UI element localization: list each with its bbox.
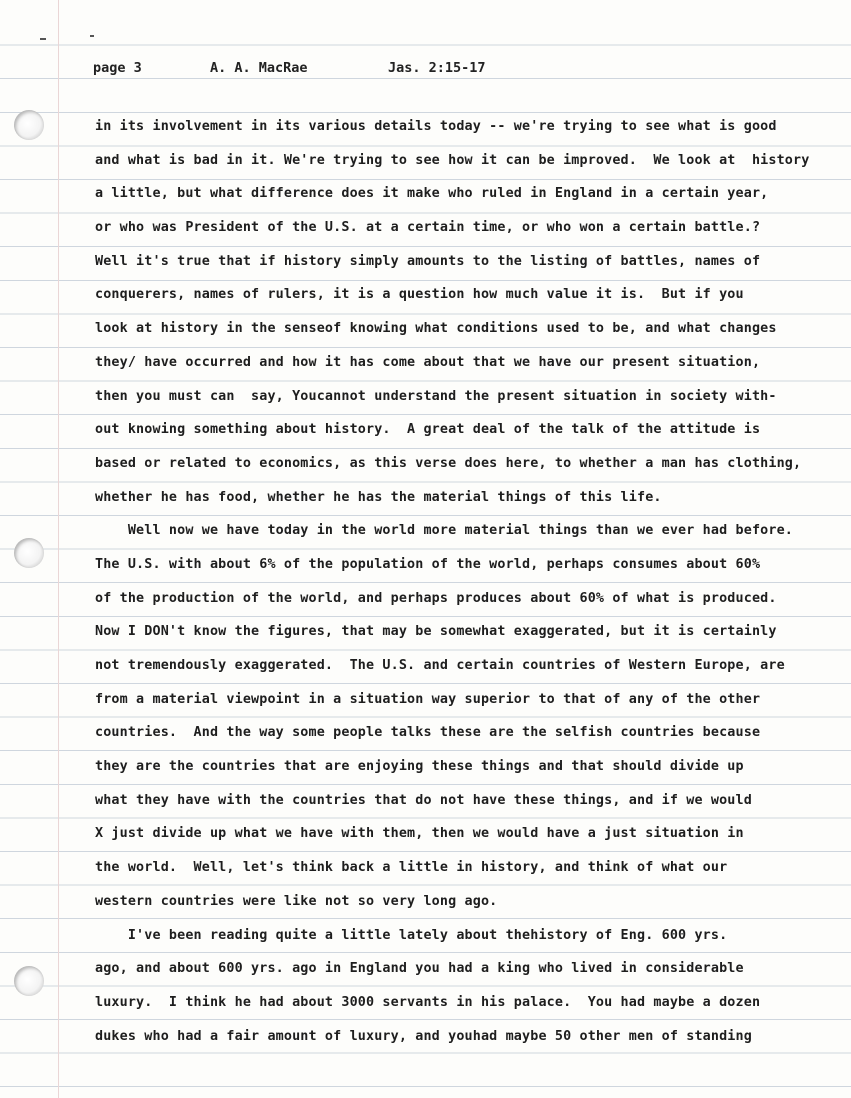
typed-body-text: [95, 110, 835, 1053]
text-line: or who was President of the U.S. at a certain time, or who won a certain battle.?: [95, 220, 761, 236]
binder-hole-bottom: [14, 966, 44, 996]
binder-hole-top: [14, 110, 44, 140]
text-line: not tremendously exaggerated. The U.S. and certain countries of Western Europe, are: [95, 658, 785, 673]
text-line: whether he has food, whether he has the material things of this life.: [95, 489, 662, 505]
text-line: Well now we have today in the world more material things than we ever had before.: [95, 523, 794, 539]
text-line: ago, and about 600 yrs. ago in England you had a king who lived in considerable: [95, 961, 744, 977]
text-line: Now I DON't know the figures, that may be somewhat exaggerated, but it is certainly: [95, 624, 777, 640]
text-line: a little, but what difference does it make who ruled in England in a certain year,: [95, 186, 769, 202]
text-line: based or related to economics, as this verse does here, to whether a man has clothing,: [95, 455, 802, 471]
text-line: from a material viewpoint in a situation way superior to that of any of the other: [95, 691, 761, 707]
text-line: Well it's true that if history simply amounts to the listing of battles, names of: [95, 253, 761, 269]
text-line: they are the countries that are enjoying these things and that should divide up: [95, 759, 744, 775]
binder-hole-middle: [14, 538, 44, 568]
text-line: X just divide up what we have with them, then we would have a just situation in: [95, 826, 744, 842]
margin-rule: [58, 0, 59, 1098]
text-line: then you must can say, Youcannot understand the present situation in society with-: [95, 388, 777, 404]
ink-speck: [40, 38, 46, 40]
text-line: and what is bad in it. We're trying to see how it can be improved. We look at history: [95, 152, 810, 168]
text-line: in its involvement in its various details today -- we're trying to see what is good: [95, 119, 777, 134]
text-line: conquerers, names of rulers, it is a question how much value it is. But if you: [95, 287, 744, 303]
ink-speck: [90, 35, 94, 37]
text-line: look at history in the senseof knowing what conditions used to be, and what changes: [95, 321, 777, 337]
text-line: western countries were like not so very long ago.: [95, 893, 498, 909]
text-line: dukes who had a fair amount of luxury, and youhad maybe 50 other men of standing: [95, 1028, 752, 1044]
page-number: page 3: [93, 60, 142, 76]
text-line: the world. Well, let's think back a little in history, and think of what our: [95, 860, 728, 876]
text-line: The U.S. with about 6% of the population of the world, perhaps consumes about 60%: [95, 556, 761, 572]
page-header: [0, 60, 851, 84]
text-line: out knowing something about history. A great deal of the talk of the attitude is: [95, 422, 761, 438]
scripture-reference: Jas. 2:15-17: [388, 60, 486, 76]
text-line: what they have with the countries that do not have these things, and if we would: [95, 792, 752, 808]
text-line: countries. And the way some people talks these are the selfish countries because: [95, 725, 761, 741]
text-line: luxury. I think he had about 3000 servants in his palace. You had maybe a dozen: [95, 994, 761, 1010]
text-line: I've been reading quite a little lately about thehistory of Eng. 600 yrs.: [95, 927, 728, 943]
text-line: of the production of the world, and perhaps produces about 60% of what is produced.: [95, 590, 777, 606]
author-name: A. A. MacRae: [210, 60, 308, 76]
text-line: they/ have occurred and how it has come about that we have our present situation,: [95, 354, 761, 370]
